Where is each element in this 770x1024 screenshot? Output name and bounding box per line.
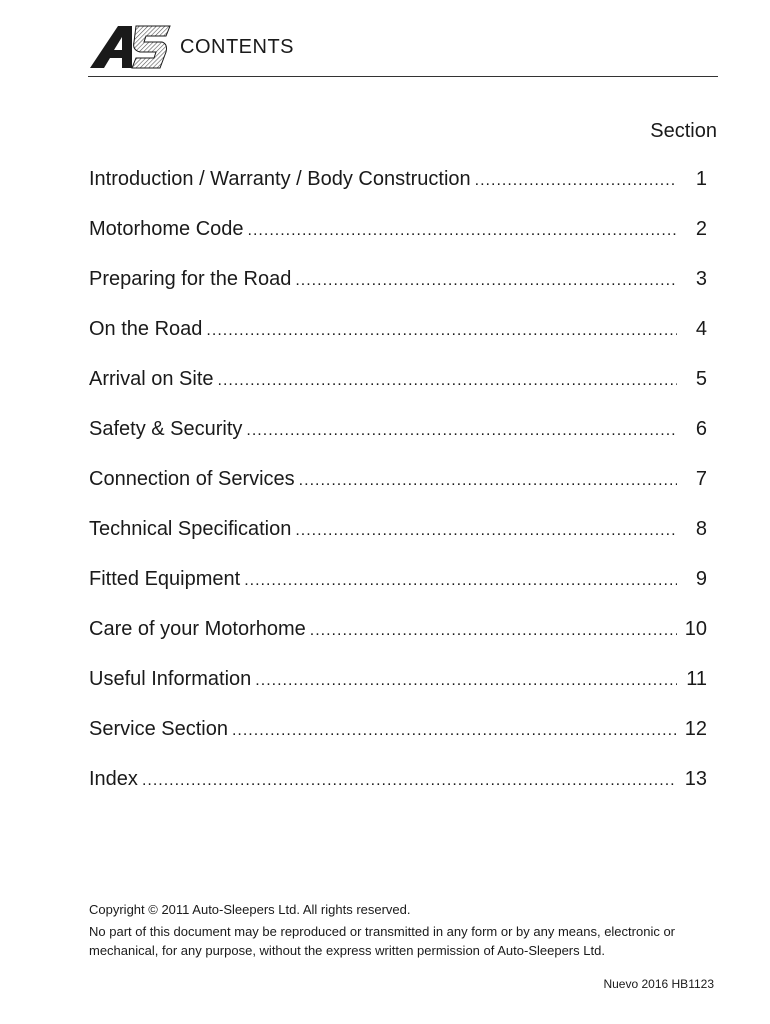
toc-dot-leader	[218, 372, 678, 390]
toc-entry-section-number: 8	[695, 518, 707, 540]
toc-entry-label: Index	[89, 768, 138, 790]
toc-dot-leader	[310, 622, 677, 640]
toc-entry-section-number: 9	[695, 568, 707, 590]
toc-entry-section-number: 2	[695, 218, 707, 240]
toc-dot-leader	[295, 272, 677, 290]
toc-entry	[89, 768, 707, 818]
toc-entry-label: Arrival on Site	[89, 368, 214, 390]
toc-entry	[89, 168, 707, 218]
toc-dot-leader	[142, 772, 677, 790]
toc-entry	[89, 418, 707, 468]
toc-entry-label: Fitted Equipment	[89, 568, 241, 590]
toc-entry	[89, 218, 707, 268]
toc-entry-section-number: 5	[695, 368, 707, 390]
toc-entry	[89, 668, 707, 718]
toc-entry	[89, 368, 707, 418]
toc-entry	[89, 268, 707, 318]
toc-entry-section-number: 11	[686, 668, 707, 690]
toc-entry-section-number: 7	[695, 468, 707, 490]
toc-entry-label: Safety & Security	[89, 418, 243, 440]
toc-entry-section-number: 4	[695, 318, 707, 340]
toc-entry-label: Technical Specification	[89, 518, 292, 540]
toc-dot-leader	[244, 572, 677, 590]
toc-dot-leader	[248, 222, 677, 240]
page-title: CONTENTS	[180, 36, 294, 58]
toc-dot-leader	[206, 322, 677, 340]
toc-entry-label: Care of your Motorhome	[89, 618, 306, 640]
toc-entry	[89, 468, 707, 518]
table-of-contents	[89, 168, 707, 818]
toc-entry-section-number: 6	[695, 418, 707, 440]
toc-entry	[89, 718, 707, 768]
toc-dot-leader	[295, 522, 677, 540]
header-divider	[88, 76, 718, 77]
section-column-header: Section	[650, 120, 717, 142]
toc-entry-section-number: 13	[684, 768, 707, 790]
toc-entry-section-number: 1	[695, 168, 707, 190]
toc-entry-section-number: 12	[684, 718, 707, 740]
as-logo-icon	[88, 22, 172, 70]
toc-dot-leader	[255, 672, 677, 690]
toc-entry-label: Service Section	[89, 718, 228, 740]
legal-notice: No part of this document may be reproduced or transmitted in any form or by any means, electronic or mechanical, for any purpose, without the express written permission of Auto-Sleepers Ltd.	[89, 924, 675, 958]
toc-entry	[89, 568, 707, 618]
toc-entry-label: Useful Information	[89, 668, 252, 690]
toc-entry-section-number: 10	[684, 618, 707, 640]
toc-entry-section-number: 3	[695, 268, 707, 290]
toc-entry	[89, 618, 707, 668]
toc-entry	[89, 318, 707, 368]
toc-dot-leader	[299, 472, 677, 490]
toc-dot-leader	[232, 722, 677, 740]
toc-entry-label: On the Road	[89, 318, 203, 340]
toc-dot-leader	[246, 422, 677, 440]
toc-dot-leader	[475, 172, 677, 190]
toc-entry	[89, 518, 707, 568]
toc-entry-label: Connection of Services	[89, 468, 295, 490]
toc-entry-label: Preparing for the Road	[89, 268, 292, 290]
toc-entry-label: Introduction / Warranty / Body Construction	[89, 168, 471, 190]
toc-entry-label: Motorhome Code	[89, 218, 244, 240]
copyright-text: Copyright © 2011 Auto-Sleepers Ltd. All rights reserved.	[89, 902, 411, 917]
document-reference: Nuevo 2016 HB1123	[603, 977, 714, 991]
